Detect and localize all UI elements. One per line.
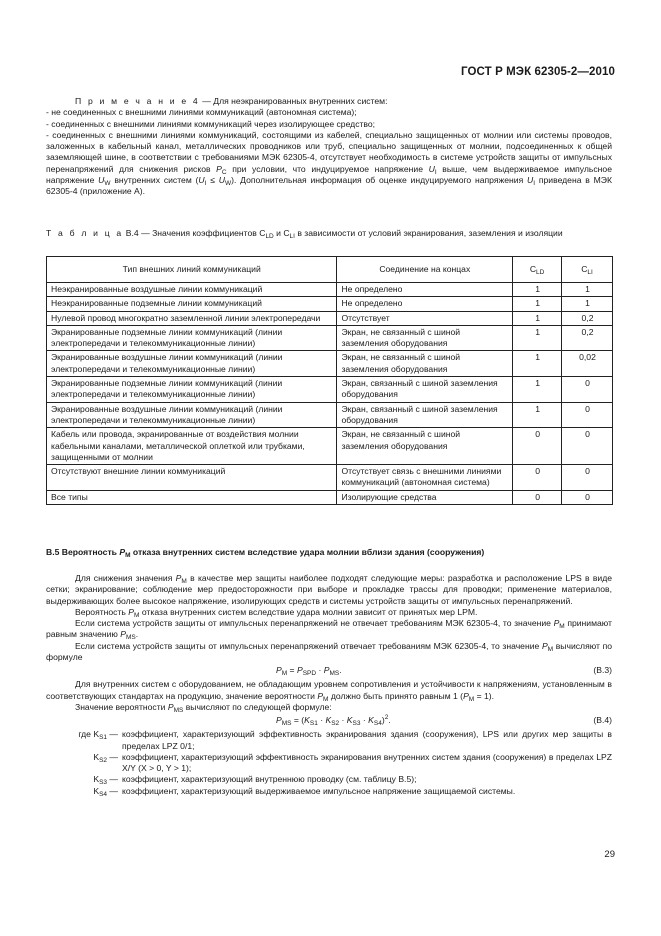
cell-cli: 0 — [562, 465, 613, 491]
cell-connection: Экран, не связанный с шиной заземления оборудования — [337, 325, 513, 351]
cell-cli: 0 — [562, 402, 613, 428]
paragraph-2: Вероятность $P_M$ отказа внутренних систем вследствие удара молнии зависит от принятых мер LPM. — [75, 606, 478, 619]
definition-item: $K_{S3}$ — коэффициент, характеризующий внутреннюю проводку (см. таблицу В.5); — [93, 774, 417, 787]
cell-cli: 0 — [562, 490, 613, 504]
cell-cld: 1 — [513, 351, 562, 377]
formula-b4: $P_{MS} = (K_{S1} \cdot K_{S2} \cdot K_{S3} \cdot K_{S4})^2$. (B.4) — [276, 714, 612, 728]
note-item-1: - не соединенных с внешними линиями коммуникаций (автономная система); — [46, 107, 357, 118]
cell-connection: Не определено — [337, 283, 513, 297]
cell-line-type: Экранированные воздушные линии коммуникаций (линии электропередачи и телекоммуникационные линии) — [47, 402, 337, 428]
cell-cld: 1 — [513, 377, 562, 403]
paragraph-4: Если система устройств защиты от импульсных перенапряжений отвечает требованиям МЭК 62305-4, то значение $P_M$ вычисляют по формуле — [46, 640, 613, 663]
cell-cli: 0,02 — [562, 351, 613, 377]
cell-connection: Отсутствует — [337, 311, 513, 325]
table-row — [47, 283, 613, 297]
cell-cld: 0 — [513, 465, 562, 491]
cell-connection: Экран, связанный с шиной заземления оборудования — [337, 402, 513, 428]
page-number: 29 — [604, 849, 615, 860]
paragraph-6: Значение вероятности $P_{MS}$ вычисляют по следующей формуле: — [75, 701, 332, 714]
header-cli: $C_{LI}$ — [562, 257, 613, 283]
cell-line-type: Все типы — [47, 490, 337, 504]
table-row — [47, 325, 613, 351]
cell-line-type: Неэкранированные воздушные линии коммуникаций — [47, 283, 337, 297]
formula-b3: $P_M = P_{SPD} \cdot P_{MS}$. (B.3) — [276, 665, 612, 678]
definitions-list — [46, 729, 612, 797]
cell-line-type: Отсутствуют внешние линии коммуникаций — [47, 465, 337, 491]
header-connection: Соединение на концах — [337, 257, 513, 283]
note-4: П р и м е ч а н и е 4 — Для неэкранированных внутренних систем: - не соединенных с внешними линиями коммуникаций (автономная система); - соединенных с внешними линиями коммуникаций через изолирующее средство; - соединенных с внешними линиями коммуникаций, состоящими из кабелей, специально защищенных от молнии или системы проводов, заложенных в кабельный канал, металлических проводников или труб, специально защищенных от молнии, подсоединенных к общей заземляющей шине, в соответствии с требованиями МЭК 62305-4, отсутствует необходимость в системе устройств защиты от импульсных перенапряжений для снижения рисков $P_C$ при условии, что индуцируемое напряжение $U_I$ выше, чем выдерживаемое импульсное напряжение $U_W$ внутренних систем $(U_I \le U_W)$. Дополнительная информация об оценке индуцируемого напряжения $U_I$ приведена в МЭК 62305-4 (приложение А). — [46, 96, 612, 197]
note-item-3: - соединенных с внешними линиями коммуникаций, состоящими из кабелей, специально защищенных от молнии или системы проводов, заложенных в кабельный канал, металлических проводников или труб, специально защищенных от молнии, подсоединенных к общей заземляющей шине, в соответствии с требованиями МЭК 62305-4, отсутствует необходимость в системе устройств защиты от импульсных перенапряжений для снижения рисков $P_C$ при условии, что индуцируемое напряжение $U_I$ выше, чем выдерживаемое импульсное напряжение $U_W$ внутренних систем $(U_I \le U_W)$. Дополнительная информация об оценке индуцируемого напряжения $U_I$ приведена в МЭК 62305-4 (приложение А). — [46, 129, 612, 197]
cell-line-type: Нулевой провод многократно заземленной линии электропередачи — [47, 311, 337, 325]
cell-cli: 1 — [562, 283, 613, 297]
paragraph-5: Для внутренних систем с оборудованием, не обладающим уровнем сопротивления и устойчивости к напряжениям, установленным в соответствующих стандартах на продукцию, значение вероятности $P_M$ должно быть принято равным 1 $(P_M = 1)$. — [46, 679, 612, 703]
cell-line-type: Экранированные подземные линии коммуникаций (линии электропередачи и телекоммуникационные линии) — [47, 325, 337, 351]
coefficients-table — [46, 256, 613, 505]
cell-cld: 1 — [513, 325, 562, 351]
cell-connection: Экран, не связанный с шиной заземления оборудования — [337, 428, 513, 465]
table-row — [47, 297, 613, 311]
cell-cld: 1 — [513, 297, 562, 311]
cell-cld: 1 — [513, 402, 562, 428]
cell-cli: 1 — [562, 297, 613, 311]
cell-cld: 1 — [513, 311, 562, 325]
header-line-type: Тип внешних линий коммуникаций — [47, 257, 337, 283]
definition-item: $K_{S4}$ — коэффициент, характеризующий выдерживаемое импульсное напряжение защищаемой системы. — [93, 785, 516, 798]
table-header-row — [47, 257, 613, 283]
document-id: ГОСТ Р МЭК 62305-2—2010 — [461, 66, 615, 78]
cell-cli: 0,2 — [562, 325, 613, 351]
definition-item: где $K_{S1}$ — коэффициент, характеризующий эффективность экранирования здания (сооружения), LPS или других мер защиты в пределах LPZ 0/1; — [78, 729, 612, 751]
cell-line-type: Экранированные воздушные линии коммуникаций (линии электропередачи и телекоммуникационные линии) — [47, 351, 337, 377]
definition-item: $K_{S2}$ — коэффициент, характеризующий эффективность экранирования внутренних систем здания (сооружения) в пределах LPZ X/Y (X > 0, Y > 1); — [93, 751, 612, 774]
cell-connection: Не определено — [337, 297, 513, 311]
cell-cli: 0 — [562, 428, 613, 465]
cell-connection: Изолирующие средства — [337, 490, 513, 504]
section-heading: В.5 Вероятность $P_M$ отказа внутренних систем вследствие удара молнии вблизи здания (сооружения) — [46, 547, 485, 559]
section-body — [46, 573, 612, 797]
cell-connection: Отсутствует связь с внешними линиями коммуникаций (автономная система) — [337, 465, 513, 491]
header-cld: $C_{LD}$ — [513, 257, 562, 283]
table-row — [47, 402, 613, 428]
table-row — [47, 377, 613, 403]
table-caption: Т а б л и ц а В.4 — Значения коэффициентов $C_{LD}$ и $C_{LI}$ в зависимости от условий экранирования, заземления и изоляции — [46, 228, 563, 240]
cell-cld: 0 — [513, 428, 562, 465]
cell-line-type: Неэкранированные подземные линии коммуникаций — [47, 297, 337, 311]
cell-cld: 1 — [513, 283, 562, 297]
table-row — [47, 351, 613, 377]
cell-connection: Экран, связанный с шиной заземления оборудования — [337, 377, 513, 403]
table-row — [47, 465, 613, 491]
cell-line-type: Кабель или провода, экранированные от воздействия молнии кабельными каналами, металлической оплеткой или трубками, защищенными от молнии — [47, 428, 337, 465]
paragraph-3: Если система устройств защиты от импульсных перенапряжений не отвечает требованиям МЭК 62305-4, то значение $P_M$ принимают равным значению $P_{MS}$. — [46, 618, 612, 642]
cell-cld: 0 — [513, 490, 562, 504]
cell-cli: 0 — [562, 377, 613, 403]
note-label: П р и м е ч а н и е 4 — [75, 96, 200, 106]
cell-connection: Экран, не связанный с шиной заземления оборудования — [337, 351, 513, 377]
cell-line-type: Экранированные подземные линии коммуникаций (линии электропередачи и телекоммуникационные линии) — [47, 377, 337, 403]
note-item-2: - соединенных с внешними линиями коммуникаций через изолирующее средство; — [46, 118, 376, 129]
paragraph-1: Для снижения значения $P_M$ в качестве мер защиты наиболее подходят следующие меры: разработка и расположение LPS в виде сетки; экранирование; соблюдение мер предосторожности при выборе и прокладке трассы для проводки; применение материалов, выдерживающих более высокое напряжение, изолирующих средств и системы устройств защиты от импульсных перенапряжений. — [46, 573, 612, 606]
table-row — [47, 311, 613, 325]
table-row — [47, 428, 613, 465]
cell-cli: 0,2 — [562, 311, 613, 325]
table-row — [47, 490, 613, 504]
